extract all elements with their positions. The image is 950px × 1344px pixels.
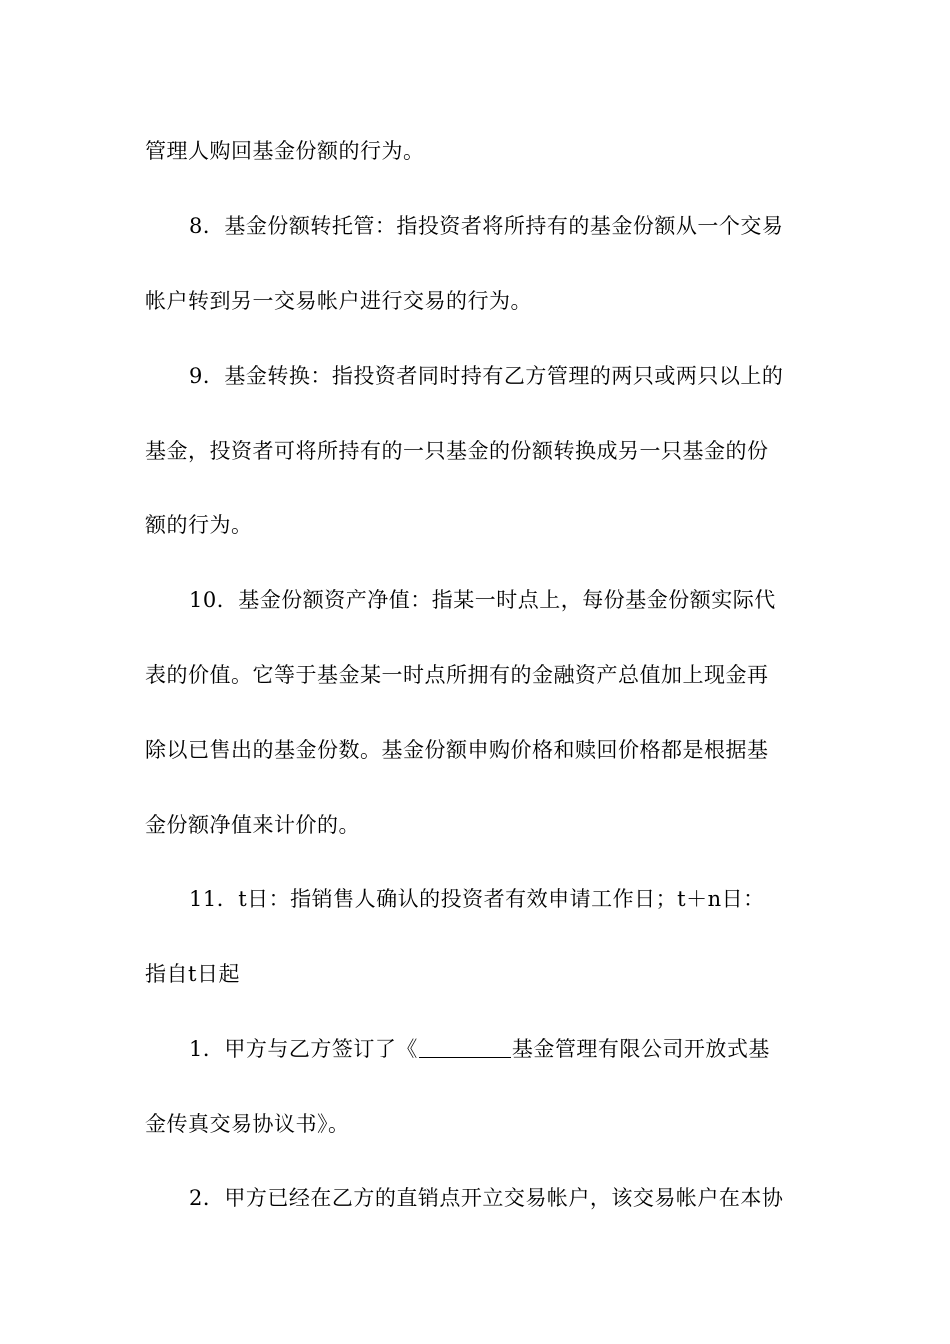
text-line-8: 表的价值。它等于基金某一时点所拥有的金融资产总值加上现金再 — [145, 663, 769, 687]
text-line-5: 基金，投资者可将所持有的一只基金的份额转换成另一只基金的份 — [145, 439, 769, 463]
text-line-2: 8．基金份额转托管：指投资者将所持有的基金份额从一个交易 — [189, 214, 784, 238]
text-line-10: 金份额净值来计价的。 — [145, 813, 360, 837]
text-line-9: 除以已售出的基金份数。基金份额申购价格和赎回价格都是根据基 — [145, 738, 769, 762]
text-line-11: 11．t日：指销售人确认的投资者有效申请工作日；t＋n日： — [189, 887, 765, 911]
text-line-13 — [189, 1029, 810, 1069]
text-line-6: 额的行为。 — [145, 513, 253, 537]
text-line-4: 9．基金转换：指投资者同时持有乙方管理的两只或两只以上的 — [189, 364, 784, 388]
text-line-3: 帐户转到另一交易帐户进行交易的行为。 — [145, 289, 532, 313]
text-line-7: 10．基金份额资产净值：指某一时点上，每份基金份额实际代 — [189, 588, 776, 612]
text-line-12: 指自t日起 — [145, 962, 240, 986]
text-line-13-suffix: 基金管理有限公司开放式基 — [511, 1037, 770, 1061]
text-line-15: 2．甲方已经在乙方的直销点开立交易帐户，该交易帐户在本协 — [189, 1186, 784, 1210]
text-line-13-prefix: 1．甲方与乙方签订了《 — [189, 1037, 418, 1061]
fund-manager-blank — [419, 1035, 511, 1058]
text-line-1: 管理人购回基金份额的行为。 — [145, 139, 425, 163]
text-line-14: 金传真交易协议书》。 — [145, 1112, 350, 1136]
